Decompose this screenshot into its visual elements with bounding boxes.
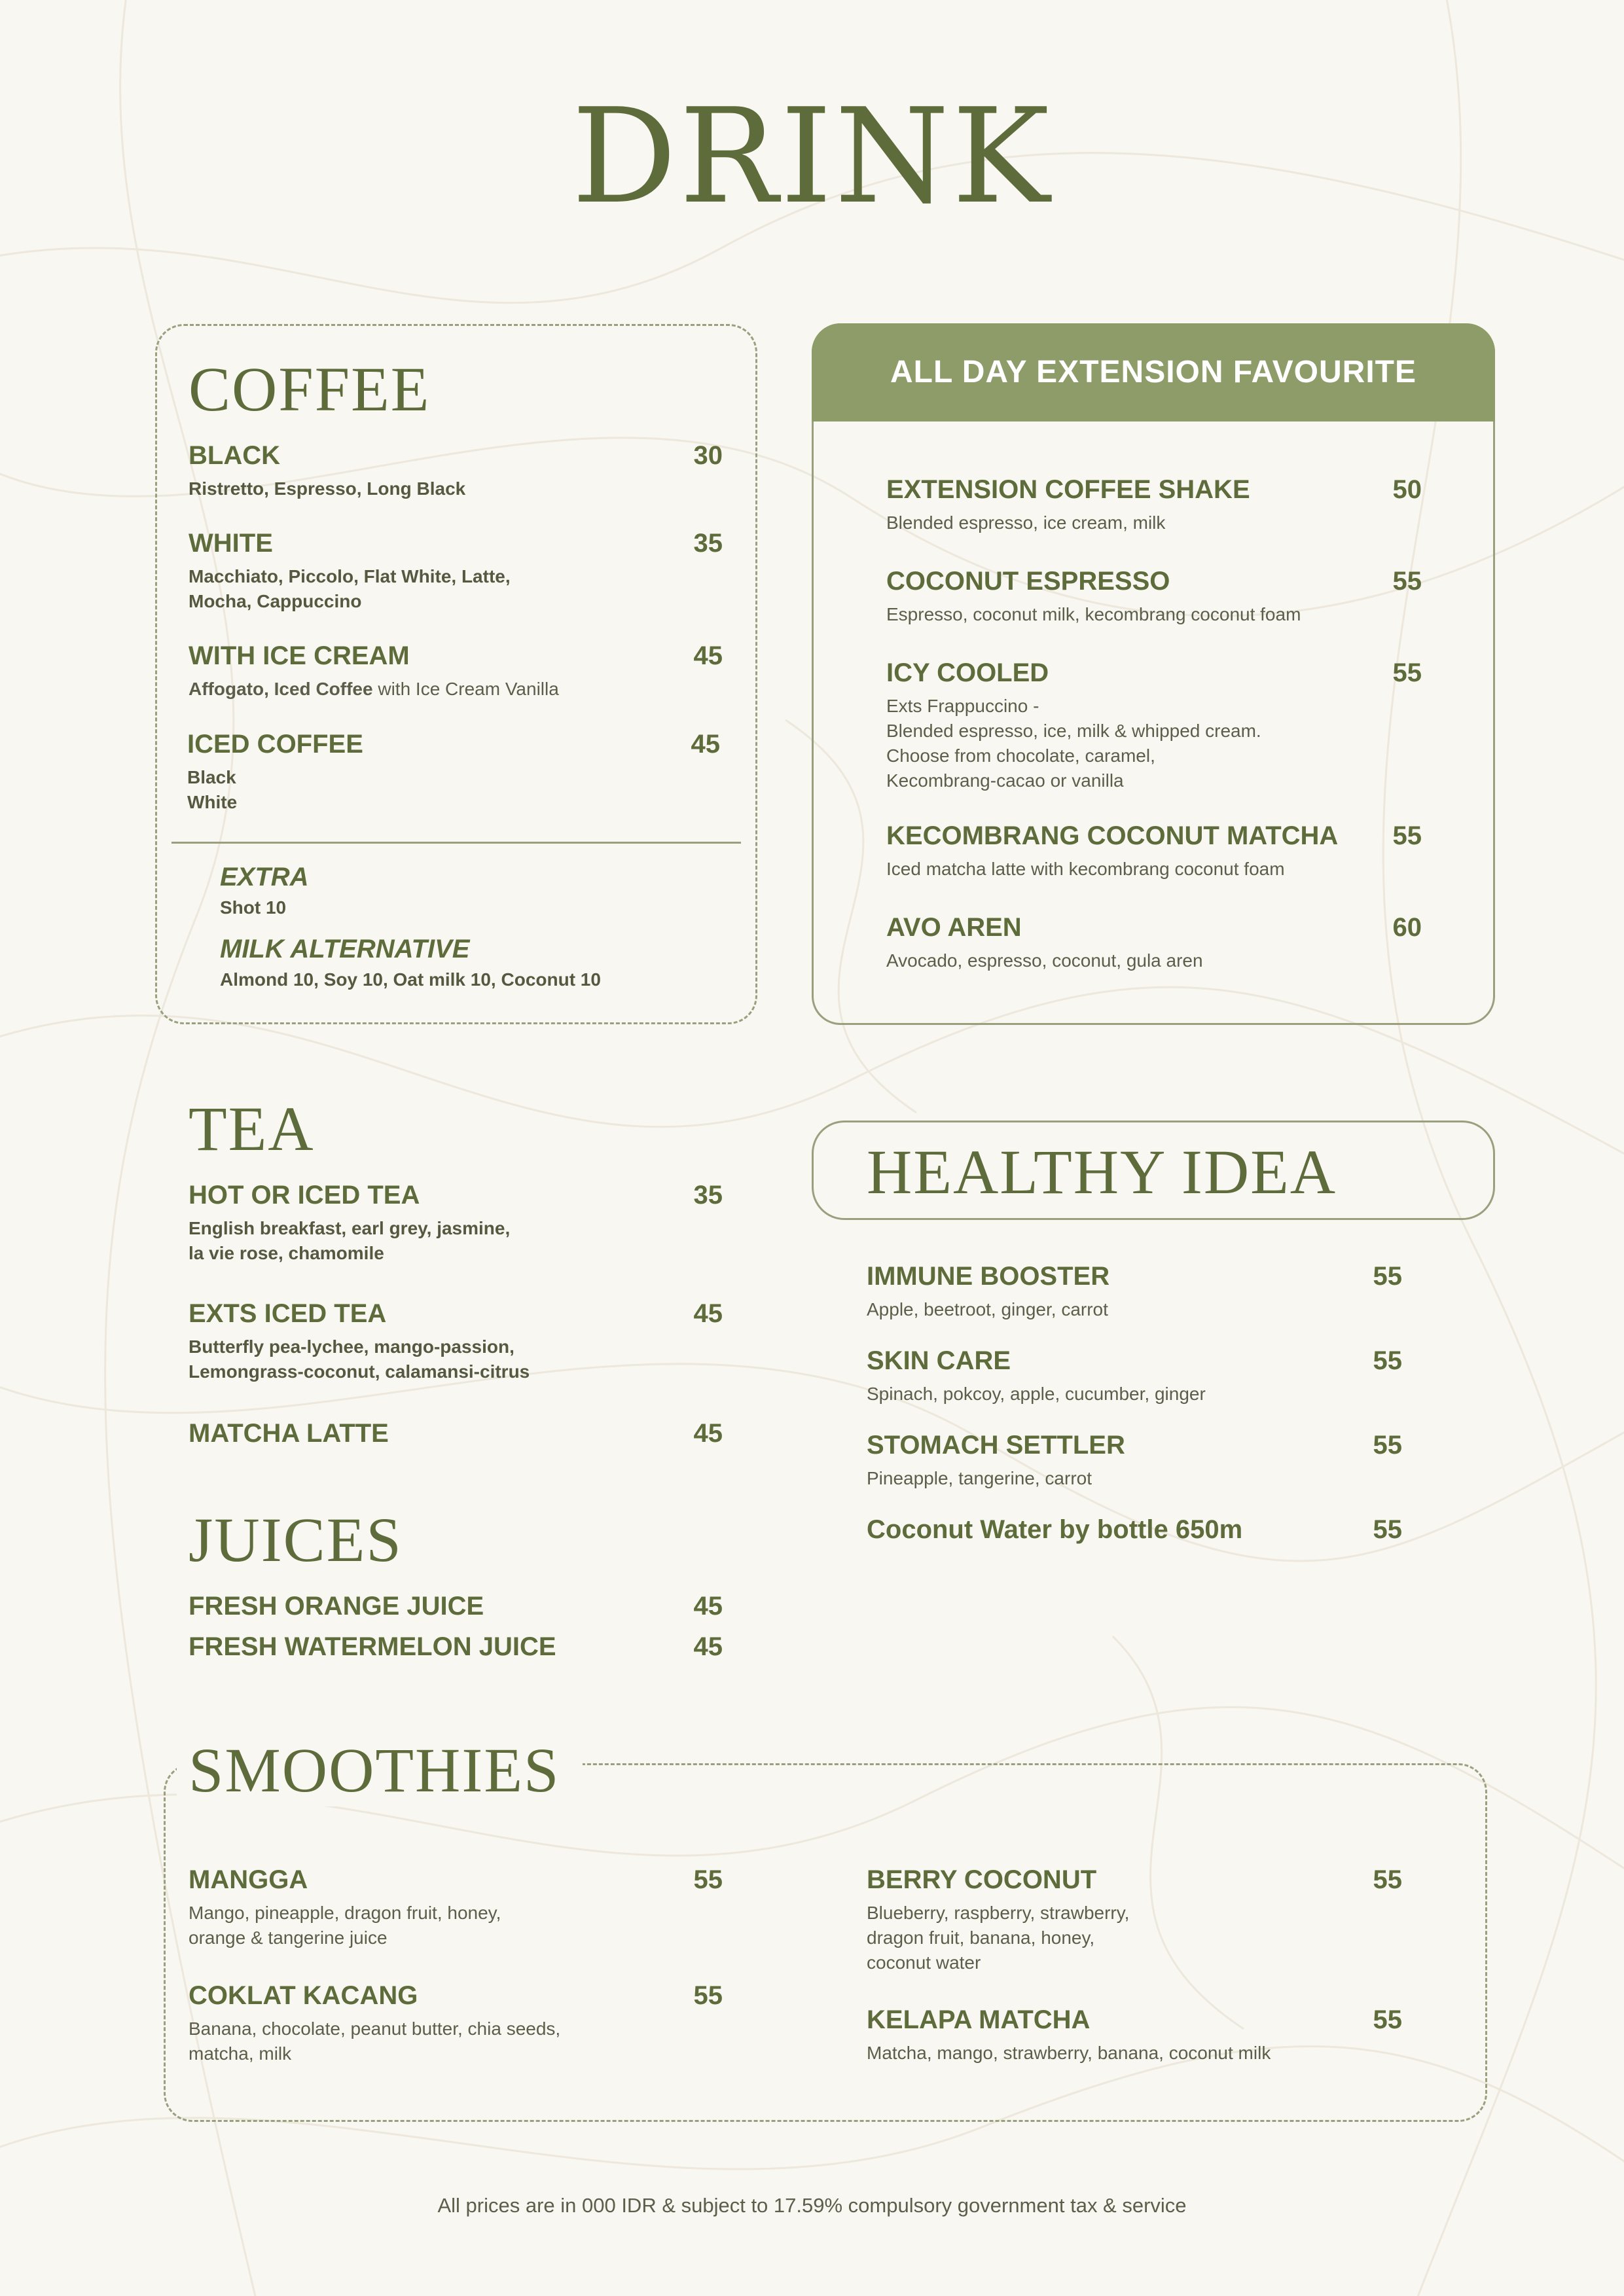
page-title: DRINK	[571, 81, 1053, 233]
healthy-title: HEALTHY IDEA	[867, 1137, 1337, 1207]
item-price: 55	[1392, 821, 1422, 850]
item-name: EXTENSION COFFEE SHAKE	[886, 475, 1250, 504]
coffee-title: COFFEE	[189, 354, 431, 424]
item-name: KELAPA MATCHA	[867, 2005, 1091, 2034]
item-name: KECOMBRANG COCONUT MATCHA	[886, 821, 1339, 850]
item-name: ICED COFFEE	[187, 730, 363, 759]
item-price: 45	[693, 1592, 723, 1621]
favourite-title: ALL DAY EXTENSION FAVOURITE	[812, 323, 1495, 422]
juices-title: JUICES	[189, 1505, 403, 1575]
menu-item-with-ice-cream	[189, 640, 725, 702]
item-description: Butterfly pea-lychee, mango-passion, Lemongrass-coconut, calamansi-citrus	[189, 1336, 530, 1382]
item-description: Ristretto, Espresso, Long Black	[189, 478, 466, 499]
item-description: Avocado, espresso, coconut, gula aren	[886, 950, 1203, 971]
item-name: MANGGA	[189, 1865, 308, 1894]
item-price: 50	[1392, 475, 1422, 504]
item-price: 45	[693, 641, 723, 670]
item-price: 55	[1373, 1515, 1402, 1544]
item-price: 55	[1373, 1346, 1402, 1375]
milk-alternative-section	[220, 933, 731, 992]
menu-item-avo-aren	[886, 912, 1422, 973]
menu-item-extension-coffee-shake	[886, 474, 1422, 535]
menu-item-coklat-kacang	[189, 1980, 725, 2066]
item-name: HOT OR ICED TEA	[189, 1181, 420, 1210]
item-name: ICY COOLED	[886, 658, 1049, 687]
item-name: WHITE	[189, 529, 273, 558]
item-price: 60	[1392, 913, 1422, 942]
item-name: COCONUT ESPRESSO	[886, 567, 1170, 596]
item-price: 55	[1373, 2005, 1402, 2034]
item-description: Black White	[187, 767, 238, 812]
item-description	[189, 677, 725, 702]
item-price: 55	[1373, 1865, 1402, 1894]
item-description: Espresso, coconut milk, kecombrang coconut foam	[886, 604, 1301, 624]
menu-item-berry-coconut	[867, 1864, 1402, 1975]
menu-item-hot-or-iced-tea	[189, 1179, 725, 1266]
item-name: FRESH ORANGE JUICE	[189, 1592, 484, 1621]
item-name: WITH ICE CREAM	[189, 641, 410, 670]
item-price: 55	[1373, 1262, 1402, 1291]
item-description: English breakfast, earl grey, jasmine, la vie rose, chamomile	[189, 1218, 511, 1263]
item-price: 55	[1392, 567, 1422, 596]
extra-description: Shot 10	[220, 897, 287, 918]
item-description-bold: Affogato, Iced Coffee	[189, 679, 373, 699]
item-name: FRESH WATERMELON JUICE	[189, 1632, 556, 1661]
item-description: Blueberry, raspberry, strawberry, dragon fruit, banana, honey, coconut water	[867, 1903, 1130, 1973]
menu-item-fresh-watermelon-juice	[189, 1631, 725, 1662]
extra-section	[220, 861, 717, 920]
menu-item-fresh-orange-juice	[189, 1590, 725, 1622]
item-description: Iced matcha latte with kecombrang coconut foam	[886, 859, 1285, 879]
item-description: Exts Frappuccino - Blended espresso, ice, milk & whipped cream. Choose from chocolate, caramel, Kecombrang-cacao or vanilla	[886, 696, 1261, 791]
item-price: 55	[693, 1981, 723, 2010]
extra-label: EXTRA	[220, 863, 309, 891]
menu-item-icy-cooled	[886, 657, 1422, 793]
item-name: BERRY COCONUT	[867, 1865, 1097, 1894]
item-price: 45	[693, 1632, 723, 1661]
item-name: BLACK	[189, 441, 280, 470]
tea-title: TEA	[189, 1094, 315, 1164]
menu-item-exts-iced-tea	[189, 1298, 725, 1384]
menu-item-coconut-espresso	[886, 565, 1422, 627]
item-price: 45	[693, 1299, 723, 1328]
item-name: COKLAT KACANG	[189, 1981, 418, 2010]
menu-item-matcha-latte	[189, 1418, 725, 1449]
menu-item-skin-care	[867, 1345, 1402, 1407]
milk-alternative-description: Almond 10, Soy 10, Oat milk 10, Coconut 10	[220, 969, 601, 990]
milk-alternative-label: MILK ALTERNATIVE	[220, 935, 470, 963]
menu-item-mangga	[189, 1864, 725, 1950]
item-price: 55	[693, 1865, 723, 1894]
item-price: 35	[693, 1181, 723, 1210]
item-price: 55	[1392, 658, 1422, 687]
item-price: 45	[691, 730, 720, 759]
item-description: Banana, chocolate, peanut butter, chia seeds, matcha, milk	[189, 2018, 561, 2064]
menu-item-kecombrang-coconut-matcha	[886, 820, 1422, 882]
item-description: Spinach, pokcoy, apple, cucumber, ginger	[867, 1384, 1206, 1404]
item-name: AVO AREN	[886, 913, 1022, 942]
item-name: Coconut Water by bottle 650m	[867, 1515, 1243, 1544]
item-name: STOMACH SETTLER	[867, 1431, 1125, 1460]
item-price: 45	[693, 1419, 723, 1448]
item-name: EXTS ICED TEA	[189, 1299, 387, 1328]
item-price: 35	[693, 529, 723, 558]
item-description: Apple, beetroot, ginger, carrot	[867, 1299, 1108, 1319]
smoothies-title: SMOOTHIES	[177, 1734, 583, 1806]
menu-item-black	[189, 440, 725, 501]
item-name: MATCHA LATTE	[189, 1419, 389, 1448]
menu-item-white	[189, 528, 725, 614]
menu-item-immune-booster	[867, 1261, 1402, 1322]
menu-item-kelapa-matcha	[867, 2004, 1402, 2066]
footer-note: All prices are in 000 IDR & subject to 17.59% compulsory government tax & service	[437, 2194, 1187, 2217]
item-description: Macchiato, Piccolo, Flat White, Latte, Mocha, Cappuccino	[189, 566, 511, 611]
item-description: Blended espresso, ice cream, milk	[886, 512, 1166, 533]
item-description-rest: with Ice Cream Vanilla	[372, 679, 559, 699]
item-description: Mango, pineapple, dragon fruit, honey, orange & tangerine juice	[189, 1903, 501, 1948]
item-name: SKIN CARE	[867, 1346, 1011, 1375]
menu-item-coconut-water	[867, 1514, 1402, 1545]
coffee-divider	[171, 842, 741, 844]
item-price: 30	[693, 441, 723, 470]
item-description: Matcha, mango, strawberry, banana, coconut milk	[867, 2043, 1271, 2063]
item-description: Pineapple, tangerine, carrot	[867, 1468, 1092, 1488]
item-price: 55	[1373, 1431, 1402, 1460]
menu-item-iced-coffee	[187, 728, 724, 815]
item-name: IMMUNE BOOSTER	[867, 1262, 1110, 1291]
menu-item-stomach-settler	[867, 1429, 1402, 1491]
